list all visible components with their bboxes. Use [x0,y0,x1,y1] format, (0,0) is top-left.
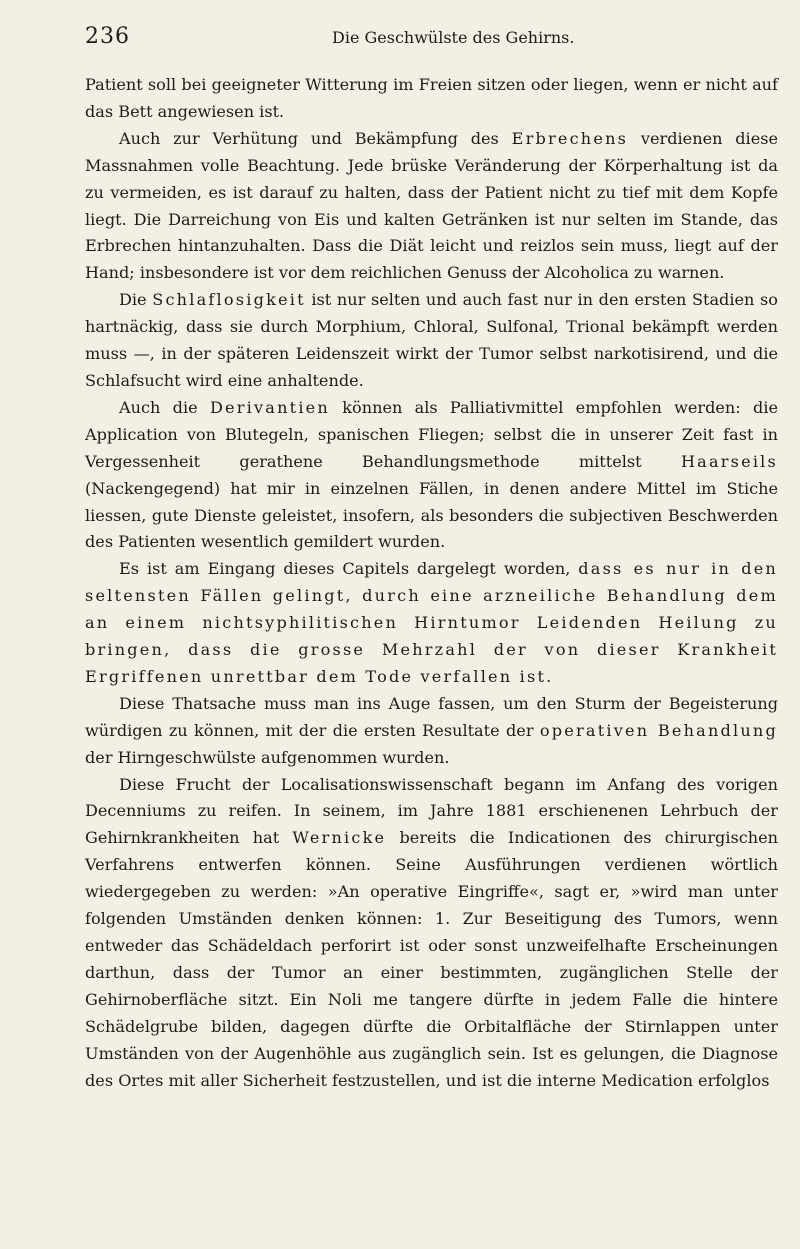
running-title: Die Geschwülste des Gehirns. [332,28,575,47]
text-run: bereits die Indicationen des chirurgischen Verfahrens entwerfen können. Seine Ausführungen verdienen wörtlich wiedergegeben zu werden: »An operative Eingriffe«, sagt er, »wird man unter folgenden Umständen denken können: 1. Zur Beseitigung des Tumors, wenn entweder das Schädeldach perforirt ist oder sonst unzweifelhafte Erscheinungen darthun, dass der Tumor an einer bestimmten, zugänglichen Stelle der Gehirnoberfläche sitzt. Ein Noli me tangere dürfte in jedem Falle die hintere Schädelgrube bilden, dagegen dürfte die Orbitalfläche der Stirnlappen unter Umständen von der Augenhöhle aus zugänglich sein. Ist es gelungen, die Diagnose des Ortes mit aller Sicherheit festzustellen, und ist die interne Medication erfolglos [85,828,778,1090]
text-run: können als Palliativmittel empfohlen werden: die Application von Blutegeln, spanischen Fliegen; selbst die in unserer Zeit fast in Vergessenheit gerathene Behandlungsmethode mittelst [85,397,778,471]
spaced-emphasis: operativen Behandlung [539,720,779,740]
spaced-emphasis: Wernicke [292,828,387,848]
text-run: Auch die [119,397,210,417]
text-run: Patient soll bei geeigneter Witterung im Freien sitzen oder liegen, wenn er nicht auf das Bett angewiesen ist. [85,75,778,121]
page-number: 236 [85,24,130,49]
paragraph [85,691,778,772]
running-header [85,18,778,58]
body-text [85,72,778,1094]
text-run: der Hirngeschwülste aufgenommen wurden. [85,747,450,767]
paragraph [85,395,778,556]
text-run: Auch zur Verhütung und Bekämpfung des [119,128,512,148]
spaced-emphasis: dass es nur in den seltensten Fällen gelingt, durch eine arzneiliche Behandlung dem an einem nichtsyphilitischen Hirntumor Leidenden Heilung zu bringen, dass die grosse Mehrzahl der von dieser Krankheit Ergriffenen unrettbar dem Tode verfallen ist. [85,559,778,686]
paragraph [85,72,778,126]
text-run: Es ist am Eingang dieses Capitels dargelegt worden, [119,559,579,579]
text-run: (Nackengegend) hat mir in einzelnen Fällen, in denen andere Mittel im Stiche liessen, gute Dienste geleistet, insofern, als besonders die subjectiven Beschwerden des Patienten wesentlich gemildert wurden. [85,478,778,552]
text-run: ist nur selten und auch fast nur in den ersten Stadien so hartnäckig, dass sie durch Morphium, Chloral, Sulfonal, Trional bekämpft werden muss —, in der späteren Leidenszeit wirkt der Tumor selbst narkotisirend, und die Schlafsucht wird eine anhaltende. [85,290,778,390]
spaced-emphasis: Haarseils [680,451,778,471]
paragraph [85,287,778,395]
spaced-emphasis: Schlaflosigkeit [152,290,306,310]
text-run: Diese Frucht der Localisationswissenschaft begann im Anfang des vorigen Decenniums zu reifen. In seinem, im Jahre 1881 erschienenen Lehrbuch der Gehirnkrankheiten hat [85,774,778,848]
text-run: verdienen diese Massnahmen volle Beachtung. Jede brüske Veränderung der Körperhaltung ist da zu vermeiden, es ist darauf zu halten, dass der Patient nicht zu tief mit dem Kopfe liegt. Die Darreichung von Eis und kalten Getränken ist nur selten im Stande, das Erbrechen hintanzuhalten. Dass die Diät leicht und reizlos sein muss, liegt auf der Hand; insbesondere ist vor dem reichlichen Genuss der Alcoholica zu warnen. [85,128,779,283]
spaced-emphasis: Derivantien [209,397,330,417]
spaced-emphasis: Erbrechens [511,128,629,148]
paragraph [85,556,778,691]
text-run: Diese Thatsache muss man ins Auge fassen, um den Sturm der Begeisterung würdigen zu können, mit der die ersten Resultate der [85,693,778,740]
text-run: Die [119,290,153,310]
paragraph [85,772,778,1095]
paragraph [85,126,778,287]
